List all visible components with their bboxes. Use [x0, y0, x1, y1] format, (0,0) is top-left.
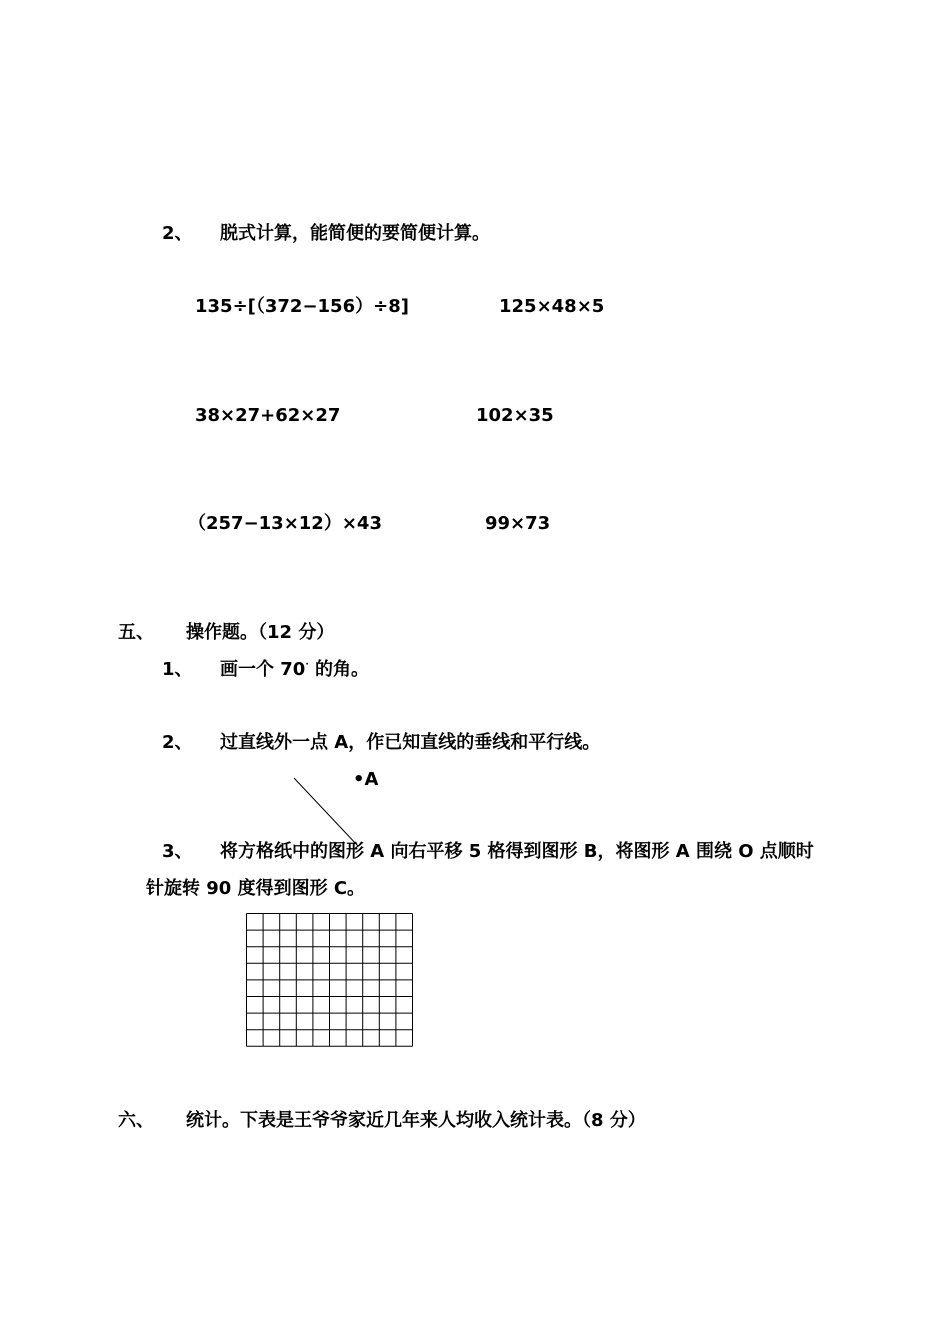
square-grid-paper: [246, 913, 414, 1048]
point-a-label: •A: [353, 769, 379, 790]
question-2-title: 脱式计算，能简便的要简便计算。: [220, 223, 490, 244]
item-2-number: 2、: [162, 732, 193, 753]
expression-4: 102×35: [476, 405, 554, 426]
section-6-title: 统计。下表是王爷爷家近几年来人均收入统计表。（8 分）: [186, 1110, 646, 1131]
question-2-number: 2、: [162, 223, 193, 244]
expression-5: （257−13×12）×43: [188, 513, 382, 534]
item-1-text: 画一个 70· 的角。: [220, 659, 370, 680]
item-2-text: 过直线外一点 A，作已知直线的垂线和平行线。: [220, 732, 601, 753]
expression-1: 135÷[（372−156）÷8]: [195, 296, 409, 317]
expression-2: 125×48×5: [499, 296, 605, 317]
section-5-number: 五、: [118, 622, 154, 643]
item-1-number: 1、: [162, 659, 193, 680]
degree-mark: ·: [305, 660, 309, 670]
expression-6: 99×73: [485, 513, 551, 534]
item-3-text-line-2: 针旋转 90 度得到图形 C。: [146, 878, 366, 899]
item-3-number: 3、: [162, 841, 193, 862]
section-6-number: 六、: [118, 1110, 154, 1131]
section-5-title: 操作题。（12 分）: [186, 622, 335, 643]
item-3-text-line-1: 将方格纸中的图形 A 向右平移 5 格得到图形 B，将图形 A 围绕 O 点顺时: [220, 841, 814, 862]
expression-3: 38×27+62×27: [195, 405, 341, 426]
